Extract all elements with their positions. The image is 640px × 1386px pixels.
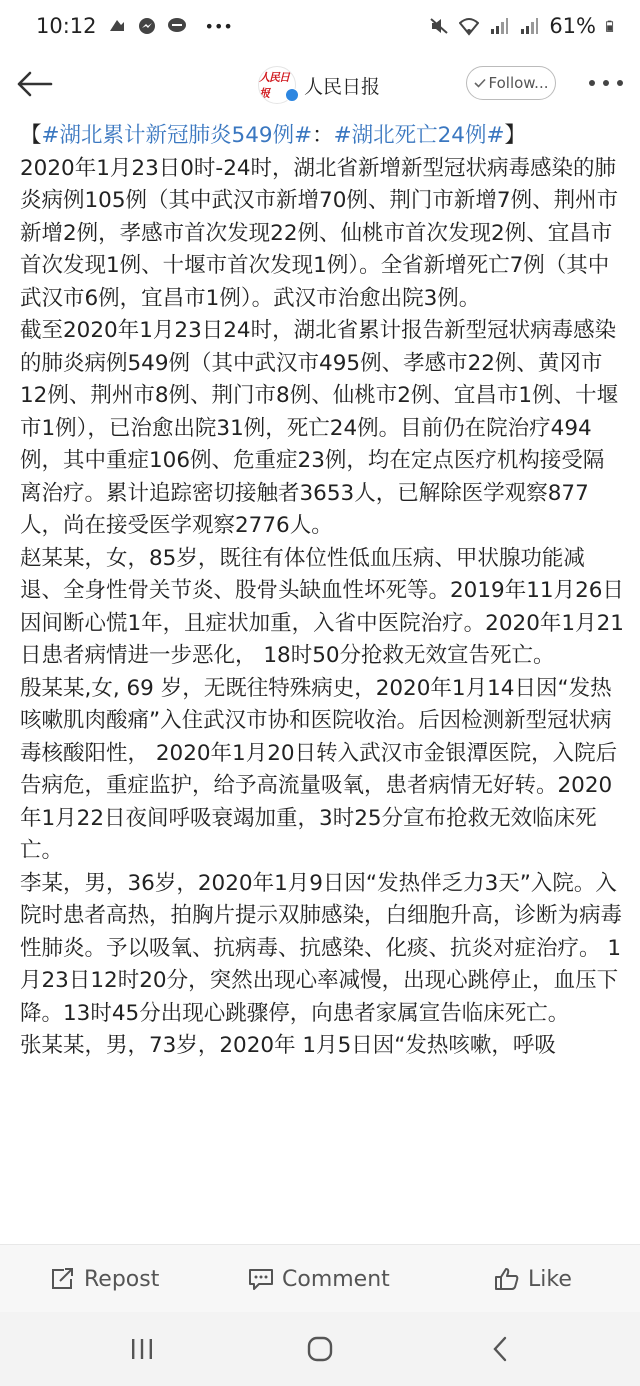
- follow-button[interactable]: [466, 66, 556, 100]
- line-app-icon: [167, 16, 187, 36]
- verified-badge-icon: [285, 88, 299, 102]
- repost-label: Repost: [84, 1266, 160, 1292]
- comment-label: Comment: [282, 1266, 390, 1292]
- mute-icon: [429, 16, 449, 36]
- recent-apps-icon: [129, 1337, 155, 1361]
- avatar-logo-text: 人民日报: [259, 71, 289, 100]
- wifi-icon: [459, 16, 479, 36]
- repost-button[interactable]: [50, 1245, 159, 1313]
- repost-icon: [50, 1267, 76, 1291]
- comment-icon: [248, 1267, 274, 1291]
- title-bracket-close: 】: [504, 123, 527, 148]
- status-bar: [0, 0, 640, 52]
- messenger-icon: [137, 16, 157, 36]
- thumbs-up-icon: [494, 1267, 520, 1291]
- back-nav-button[interactable]: [470, 1326, 530, 1372]
- post-paragraph: 2020年1月23日0时-24时，湖北省新增新型冠状病毒感染的肺炎病例105例（其中武汉市新增70例、荆门市新增7例、荆州市新增2例，孝感市首次发现22例、仙桃市首次发现2例、宜昌市首次发现1例、十堰市首次发现1例）。全省新增死亡7例（其中武汉市6例，宜昌市1例）。武汉市治愈出院3例。: [20, 155, 619, 311]
- title-bracket-open: 【: [20, 123, 42, 148]
- hashtag-link[interactable]: #湖北累计新冠肺炎549例#: [41, 123, 313, 148]
- system-nav-bar: [0, 1312, 640, 1386]
- like-label: Like: [528, 1266, 572, 1292]
- like-button[interactable]: [494, 1245, 572, 1313]
- more-dots-icon: [588, 79, 624, 87]
- status-time: 10:12: [36, 14, 97, 38]
- post-paragraph: 李某，男，36岁，2020年1月9日因“发热伴乏力3天”入院。入院时患者高热，拍胸片提示双肺感染，白细胞升高，诊断为病毒性肺炎。予以吸氧、抗病毒、抗感染、化痰、抗炎对症治疗。 1月23日12时20分，突然出现心率减慢，出现心跳停止，血压下降。13时45分出现心跳骤停，向患者家属宣告临床死亡。: [20, 870, 623, 1026]
- post-header: [0, 52, 640, 116]
- more-options-button[interactable]: [584, 68, 628, 98]
- account-name[interactable]: 人民日报: [304, 75, 381, 98]
- post-content: [20, 120, 624, 1244]
- hashtag-link[interactable]: #湖北死亡24例#: [333, 123, 505, 148]
- notification-app-icon: [107, 16, 127, 36]
- check-icon: [474, 78, 486, 88]
- back-arrow-icon: [15, 70, 53, 98]
- home-icon: [306, 1335, 334, 1363]
- action-bar: [0, 1244, 640, 1313]
- follow-label: Follow...: [488, 74, 549, 92]
- account-info[interactable]: [258, 66, 380, 104]
- recent-apps-button[interactable]: [112, 1326, 172, 1372]
- title-separator: ：: [312, 123, 334, 148]
- signal-roaming-icon: [519, 16, 539, 36]
- post-paragraph: 截至2020年1月23日24时，湖北省累计报告新型冠状病毒感染的肺炎病例549例（其中武汉市495例、孝感市22例、黄冈市12例、荆州市8例、荆门市8例、仙桃市2例、宜昌市1例、十堰市1例），已治愈出院31例，死亡24例。目前仍在院治疗494例，其中重症106例、危重症23例，均在定点医疗机构接受隔离治疗。累计追踪密切接触者3653人，已解除医学观察877人，尚在接受医学观察2776人。: [20, 318, 619, 538]
- signal-icon: [489, 16, 509, 36]
- status-more-dots: •••: [204, 16, 233, 36]
- comment-button[interactable]: [248, 1245, 390, 1313]
- status-left: [36, 0, 233, 52]
- home-button[interactable]: [290, 1326, 350, 1372]
- battery-icon: [606, 16, 618, 36]
- battery-percent: 61%: [549, 14, 596, 38]
- post-title: [20, 120, 624, 153]
- post-paragraph: 张某某，男，73岁，2020年 1月5日因“发热咳嗽，呼吸: [20, 1033, 556, 1058]
- status-right: [429, 0, 618, 52]
- back-chevron-icon: [490, 1335, 510, 1363]
- post-paragraph: 殷某某,女, 69 岁，无既往特殊病史，2020年1月14日因“发热咳嗽肌肉酸痛”入住武汉市协和医院收治。后因检测新型冠状病毒核酸阳性， 2020年1月20日转入武汉市金银潭医院，入院后告病危，重症监护，给予高流量吸氧，患者病情无好转。2020年1月22日夜间呼吸衰竭加重，3时25分宣布抢救无效临床死亡。: [20, 675, 618, 863]
- back-button[interactable]: [12, 64, 56, 104]
- post-paragraph: 赵某某，女，85岁，既往有体位性低血压病、甲状腺功能减退、全身性骨关节炎、股骨头缺血性坏死等。2019年11月26日因间断心慌1年，且症状加重，入省中医院治疗。2020年1月21日患者病情进一步恶化， 18时50分抢救无效宣告死亡。: [20, 545, 624, 668]
